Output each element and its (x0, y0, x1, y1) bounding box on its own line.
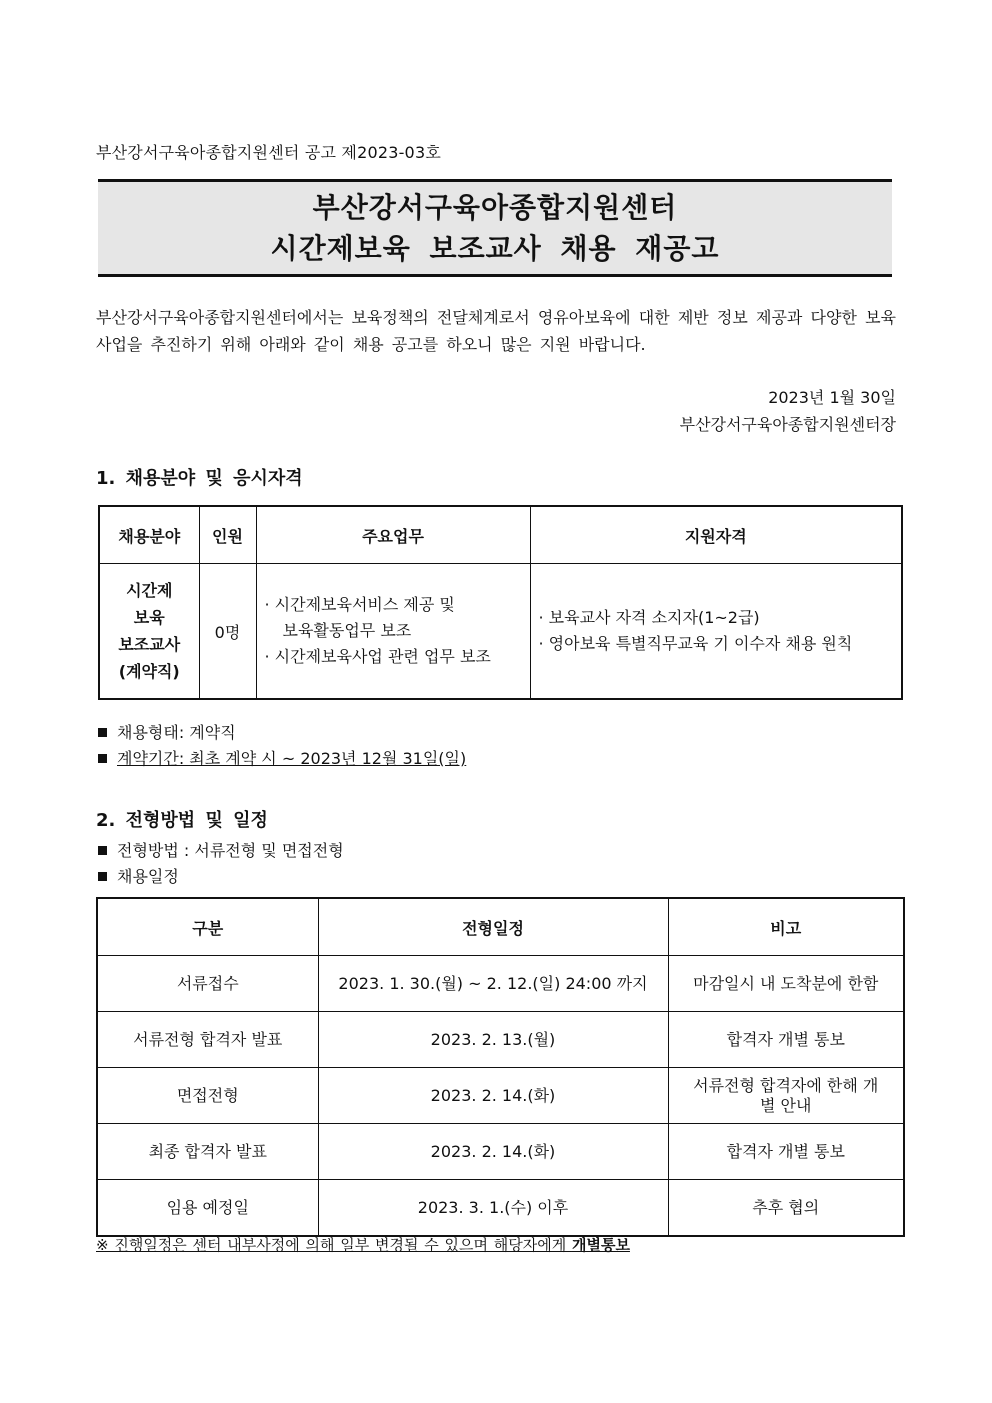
cell-count: 0명 (199, 564, 256, 700)
square-bullet-icon (98, 754, 107, 763)
bullet-item (96, 838, 344, 864)
table-cell: 면접전형 (97, 1068, 318, 1124)
table-cell: 최종 합격자 발표 (97, 1124, 318, 1180)
table-cell: 2023. 3. 1.(수) 이후 (318, 1180, 668, 1237)
field-line: (계약직) (118, 662, 180, 681)
section1-bullets (96, 720, 466, 772)
header-category: 구분 (97, 898, 318, 956)
square-bullet-icon (98, 846, 107, 855)
intro-paragraph: 부산강서구육아종합지원센터에서는 보육정책의 전달체계로서 영유아보육에 대한 제반 정보 제공과 다양한 보육사업을 추진하기 위해 아래와 같이 채용 공고를 하오니 많은 지원 바랍니다. (96, 308, 896, 354)
section2-bullets (96, 838, 344, 890)
table-row (97, 1180, 904, 1237)
bullet-item (96, 746, 466, 772)
field-line: 보육 (133, 608, 165, 627)
square-bullet-icon (98, 872, 107, 881)
table-cell: 합격자 개별 통보 (668, 1012, 904, 1068)
cell-duties (256, 564, 530, 700)
qualification-line: · 영아보육 특별직무교육 기 이수자 채용 원칙 (538, 634, 853, 653)
table-cell: 2023. 1. 30.(월) ~ 2. 12.(일) 24:00 까지 (318, 956, 668, 1012)
header-remarks: 비고 (668, 898, 904, 956)
footnote-text: ※ 진행일정은 센터 내부사정에 의해 일부 변경될 수 있으며 해당자에게 (96, 1236, 572, 1254)
table-cell: 2023. 2. 14.(화) (318, 1068, 668, 1124)
title-line2: 시간제보육 보조교사 채용 재공고 (270, 232, 720, 265)
header-schedule: 전형일정 (318, 898, 668, 956)
notice-date: 2023년 1월 30일 (768, 388, 896, 407)
field-line: 시간제 (126, 581, 173, 600)
header-qualifications: 지원자격 (530, 506, 902, 564)
square-bullet-icon (98, 728, 107, 737)
cell-qualifications (530, 564, 902, 700)
table-row (97, 1012, 904, 1068)
cell-field (99, 564, 199, 700)
table-row (97, 1124, 904, 1180)
field-line: 보조교사 (118, 635, 181, 654)
issuer: 부산강서구육아종합지원센터장 (679, 415, 896, 434)
schedule-table (96, 897, 905, 1237)
schedule-footnote (96, 1234, 630, 1255)
title-line1: 부산강서구육아종합지원센터 (312, 191, 678, 224)
duty-line: 보육활동업무 보조 (282, 621, 412, 640)
table-cell: 추후 협의 (668, 1180, 904, 1237)
table-row (97, 956, 904, 1012)
recruitment-table (98, 505, 903, 700)
bullet-text: 채용일정 (117, 867, 179, 886)
bullet-text: 계약기간: 최초 계약 시 ~ 2023년 12월 31일(일) (117, 749, 467, 768)
section1-title: 1. 채용분야 및 응시자격 (96, 468, 303, 489)
duty-line: · 시간제보육사업 관련 업무 보조 (264, 647, 491, 666)
notice-number: 부산강서구육아종합지원센터 공고 제2023-03호 (96, 143, 441, 162)
bullet-item (96, 864, 344, 890)
table-row (97, 1068, 904, 1124)
header-field: 채용분야 (99, 506, 199, 564)
table-cell: 합격자 개별 통보 (668, 1124, 904, 1180)
footnote-emphasis: 개별통보 (571, 1236, 630, 1254)
header-duties: 주요업무 (256, 506, 530, 564)
table-cell: 서류전형 합격자에 한해 개별 안내 (668, 1068, 904, 1124)
header-count: 인원 (199, 506, 256, 564)
duty-line: · 시간제보육서비스 제공 및 (264, 595, 455, 614)
bullet-text: 전형방법 : 서류전형 및 면접전형 (117, 841, 344, 860)
table-cell: 마감일시 내 도착분에 한함 (668, 956, 904, 1012)
table-cell: 2023. 2. 14.(화) (318, 1124, 668, 1180)
table-cell: 임용 예정일 (97, 1180, 318, 1237)
bullet-text: 채용형태: 계약직 (117, 723, 236, 742)
table-cell: 서류접수 (97, 956, 318, 1012)
bullet-item (96, 720, 466, 746)
section2-title: 2. 전형방법 및 일정 (96, 810, 268, 831)
table-cell: 서류전형 합격자 발표 (97, 1012, 318, 1068)
signature-block (680, 384, 896, 438)
table-cell: 2023. 2. 13.(월) (318, 1012, 668, 1068)
title-box (98, 179, 892, 277)
qualification-line: · 보육교사 자격 소지자(1~2급) (538, 608, 760, 627)
